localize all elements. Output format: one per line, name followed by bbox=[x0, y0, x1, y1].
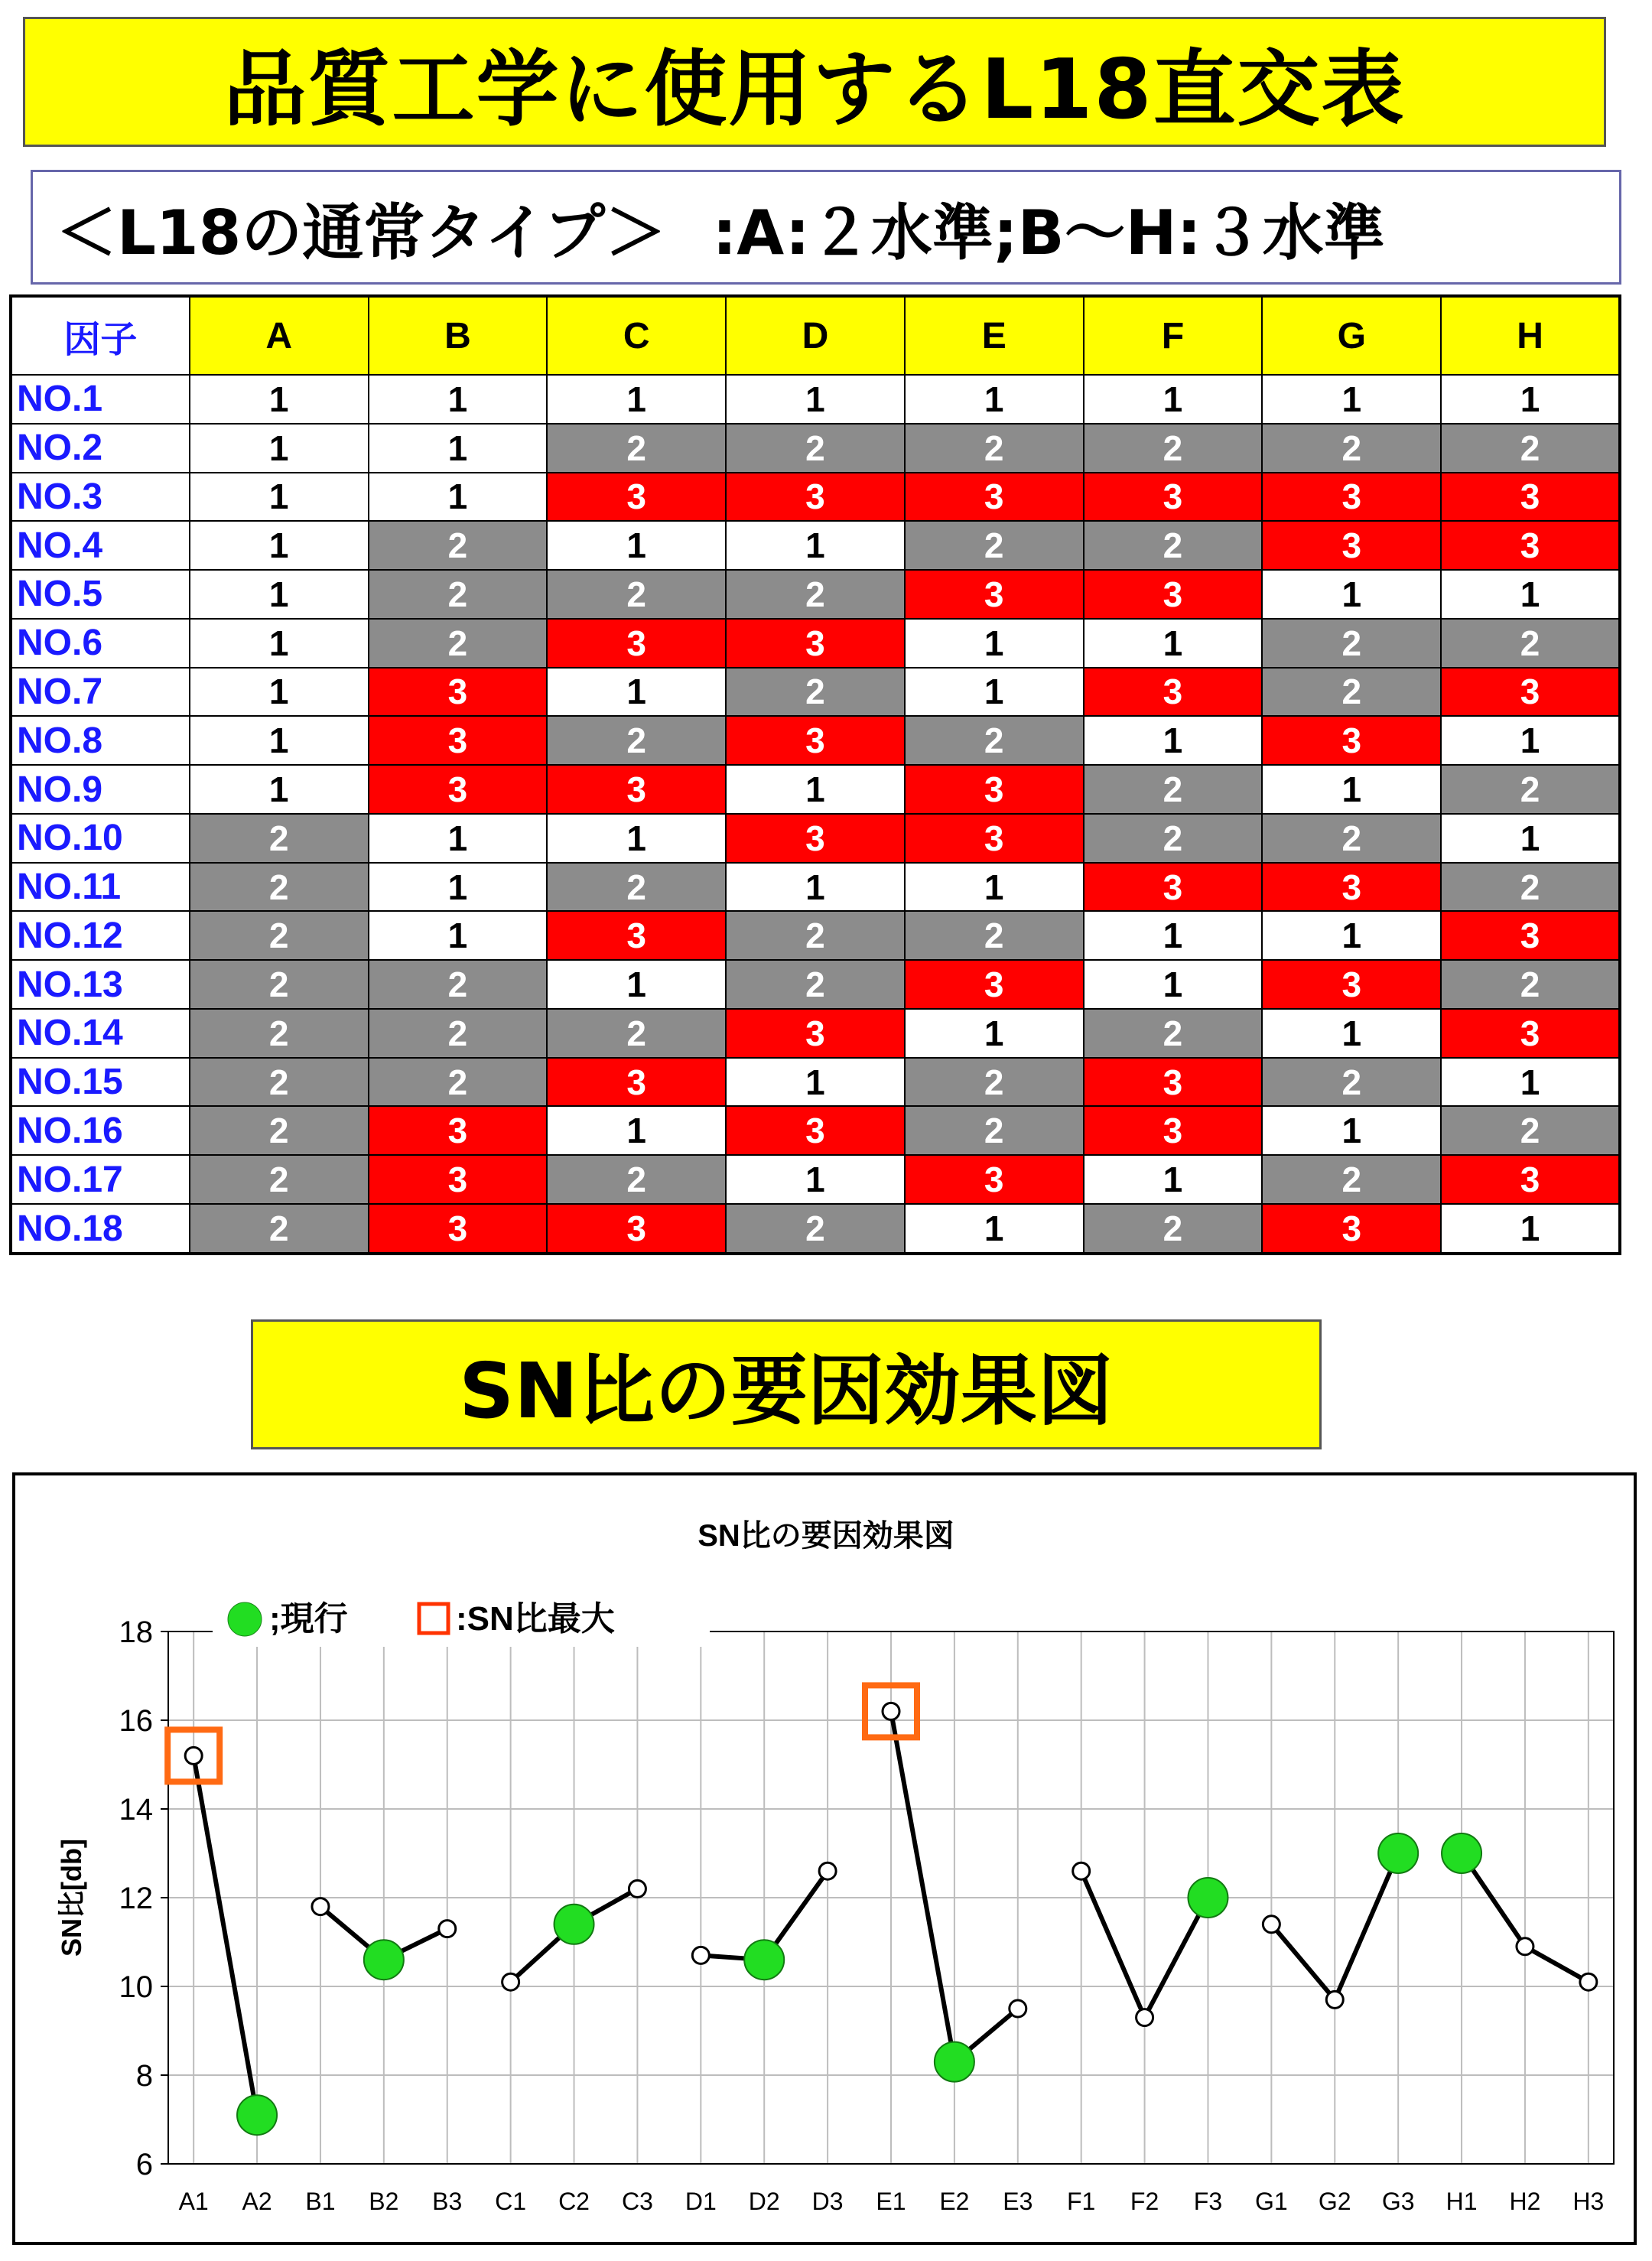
x-tick-label: G3 bbox=[1381, 2188, 1415, 2215]
column-header: A bbox=[190, 296, 369, 375]
column-header: G bbox=[1262, 296, 1441, 375]
x-tick-label: B2 bbox=[369, 2188, 399, 2215]
x-tick-label: F1 bbox=[1067, 2188, 1096, 2215]
level-cell: 2 bbox=[190, 1204, 369, 1254]
level-cell: 1 bbox=[369, 911, 548, 960]
level-cell: 2 bbox=[1441, 765, 1620, 814]
x-tick-label: H3 bbox=[1572, 2188, 1605, 2215]
row-label: NO.14 bbox=[11, 1009, 190, 1058]
level-cell: 2 bbox=[190, 863, 369, 912]
level-cell: 3 bbox=[369, 668, 548, 717]
level-cell: 2 bbox=[726, 1204, 905, 1254]
data-point-e3 bbox=[1010, 2000, 1026, 2017]
x-tick-label: F3 bbox=[1193, 2188, 1223, 2215]
row-label: NO.13 bbox=[11, 960, 190, 1009]
column-header: F bbox=[1084, 296, 1263, 375]
row-label: NO.1 bbox=[11, 375, 190, 424]
level-cell: 1 bbox=[1262, 570, 1441, 619]
table-row bbox=[11, 424, 1620, 473]
chart-title: SN比の要因効果図 bbox=[698, 1519, 954, 1553]
y-tick-label: 14 bbox=[119, 1793, 153, 1827]
data-point-e1 bbox=[883, 1703, 899, 1719]
current-point-d2 bbox=[744, 1940, 784, 1980]
level-cell: 1 bbox=[190, 375, 369, 424]
level-cell: 3 bbox=[1441, 521, 1620, 570]
level-cell: 1 bbox=[190, 473, 369, 522]
data-point-g1 bbox=[1263, 1916, 1280, 1933]
level-cell: 3 bbox=[1441, 1009, 1620, 1058]
level-cell: 1 bbox=[547, 1106, 726, 1155]
page-title: 品質工学に使用するL18直交表 bbox=[23, 17, 1606, 147]
data-point-d3 bbox=[819, 1862, 836, 1879]
level-cell: 2 bbox=[1084, 1009, 1263, 1058]
row-label: NO.4 bbox=[11, 521, 190, 570]
current-point-e2 bbox=[935, 2042, 974, 2082]
level-cell: 3 bbox=[1084, 863, 1263, 912]
level-cell: 2 bbox=[1262, 1155, 1441, 1204]
y-tick-label: 16 bbox=[119, 1704, 153, 1738]
level-cell: 3 bbox=[726, 1009, 905, 1058]
x-tick-label: E3 bbox=[1003, 2188, 1033, 2215]
level-cell: 2 bbox=[1084, 765, 1263, 814]
level-cell: 1 bbox=[1441, 570, 1620, 619]
data-point-h3 bbox=[1580, 1973, 1597, 1990]
x-tick-label: G1 bbox=[1255, 2188, 1288, 2215]
level-cell: 2 bbox=[190, 1155, 369, 1204]
level-cell: 3 bbox=[1084, 570, 1263, 619]
level-cell: 3 bbox=[369, 1204, 548, 1254]
level-cell: 1 bbox=[190, 570, 369, 619]
level-cell: 1 bbox=[190, 619, 369, 668]
level-cell: 2 bbox=[547, 570, 726, 619]
data-point-b3 bbox=[439, 1921, 456, 1937]
level-cell: 2 bbox=[905, 424, 1084, 473]
legend-current-label: ;現行 bbox=[269, 1600, 348, 1638]
data-point-a1 bbox=[185, 1747, 202, 1764]
x-tick-label: D1 bbox=[685, 2188, 717, 2215]
x-tick-label: D2 bbox=[748, 2188, 780, 2215]
table-body bbox=[11, 375, 1620, 1254]
level-cell: 2 bbox=[1084, 521, 1263, 570]
subtitle bbox=[31, 170, 1621, 285]
legend-current-marker bbox=[228, 1602, 262, 1636]
row-label: NO.2 bbox=[11, 424, 190, 473]
l18-orthogonal-table bbox=[9, 294, 1621, 1255]
table-row bbox=[11, 911, 1620, 960]
level-cell: 3 bbox=[1084, 473, 1263, 522]
x-tick-label: H2 bbox=[1509, 2188, 1541, 2215]
current-point-f3 bbox=[1188, 1878, 1228, 1918]
level-cell: 3 bbox=[1262, 473, 1441, 522]
level-cell: 2 bbox=[369, 521, 548, 570]
level-cell: 2 bbox=[1441, 424, 1620, 473]
level-cell: 1 bbox=[369, 473, 548, 522]
level-cell: 2 bbox=[1262, 1058, 1441, 1107]
row-label: NO.3 bbox=[11, 473, 190, 522]
x-tick-label: A1 bbox=[178, 2188, 209, 2215]
chart-svg bbox=[15, 1475, 1634, 2242]
table-row bbox=[11, 375, 1620, 424]
factor-effect-chart bbox=[12, 1472, 1637, 2245]
data-point-f1 bbox=[1073, 1862, 1090, 1879]
level-cell: 3 bbox=[1441, 668, 1620, 717]
level-cell: 2 bbox=[1084, 1204, 1263, 1254]
data-point-c1 bbox=[502, 1973, 519, 1990]
level-cell: 3 bbox=[369, 1106, 548, 1155]
subtitle-levels: :A:２水準;B〜H:３水準 bbox=[712, 197, 1385, 268]
level-cell: 1 bbox=[1262, 375, 1441, 424]
level-cell: 3 bbox=[1084, 1058, 1263, 1107]
level-cell: 1 bbox=[190, 668, 369, 717]
level-cell: 2 bbox=[1262, 424, 1441, 473]
level-cell: 1 bbox=[905, 375, 1084, 424]
level-cell: 1 bbox=[547, 960, 726, 1009]
level-cell: 2 bbox=[547, 1155, 726, 1204]
table-row bbox=[11, 765, 1620, 814]
table-corner-label: 因子 bbox=[11, 296, 190, 375]
level-cell: 2 bbox=[905, 1106, 1084, 1155]
current-point-g3 bbox=[1378, 1833, 1418, 1873]
x-tick-label: E1 bbox=[876, 2188, 906, 2215]
level-cell: 1 bbox=[369, 375, 548, 424]
level-cell: 1 bbox=[726, 1058, 905, 1107]
level-cell: 3 bbox=[1441, 1155, 1620, 1204]
table-row bbox=[11, 1204, 1620, 1254]
level-cell: 2 bbox=[547, 863, 726, 912]
row-label: NO.9 bbox=[11, 765, 190, 814]
row-label: NO.8 bbox=[11, 716, 190, 765]
level-cell: 2 bbox=[905, 911, 1084, 960]
level-cell: 2 bbox=[1084, 814, 1263, 863]
row-label: NO.5 bbox=[11, 570, 190, 619]
level-cell: 2 bbox=[190, 1106, 369, 1155]
level-cell: 2 bbox=[1084, 424, 1263, 473]
level-cell: 3 bbox=[369, 1155, 548, 1204]
level-cell: 3 bbox=[547, 473, 726, 522]
y-tick-label: 10 bbox=[119, 1970, 153, 2004]
row-label: NO.11 bbox=[11, 863, 190, 912]
level-cell: 1 bbox=[1262, 911, 1441, 960]
table-row bbox=[11, 668, 1620, 717]
x-tick-label: C3 bbox=[621, 2188, 653, 2215]
x-tick-label: C2 bbox=[558, 2188, 590, 2215]
level-cell: 2 bbox=[726, 424, 905, 473]
table-row bbox=[11, 1106, 1620, 1155]
level-cell: 3 bbox=[905, 473, 1084, 522]
level-cell: 2 bbox=[1441, 960, 1620, 1009]
level-cell: 2 bbox=[547, 1009, 726, 1058]
table-row bbox=[11, 521, 1620, 570]
level-cell: 1 bbox=[547, 668, 726, 717]
current-point-a2 bbox=[237, 2095, 277, 2135]
level-cell: 2 bbox=[726, 668, 905, 717]
table-row bbox=[11, 1009, 1620, 1058]
x-tick-label: D3 bbox=[811, 2188, 844, 2215]
table-row bbox=[11, 1058, 1620, 1107]
y-tick-label: 6 bbox=[135, 2148, 153, 2181]
level-cell: 3 bbox=[1262, 1204, 1441, 1254]
x-tick-label: B3 bbox=[432, 2188, 463, 2215]
level-cell: 3 bbox=[1084, 668, 1263, 717]
level-cell: 1 bbox=[1084, 960, 1263, 1009]
current-point-b2 bbox=[364, 1940, 404, 1980]
level-cell: 2 bbox=[190, 814, 369, 863]
table-header-row bbox=[11, 296, 1620, 375]
x-tick-label: B1 bbox=[305, 2188, 336, 2215]
level-cell: 1 bbox=[1441, 375, 1620, 424]
level-cell: 2 bbox=[547, 424, 726, 473]
level-cell: 1 bbox=[726, 863, 905, 912]
column-header: D bbox=[726, 296, 905, 375]
level-cell: 1 bbox=[190, 765, 369, 814]
table-row bbox=[11, 960, 1620, 1009]
level-cell: 2 bbox=[190, 960, 369, 1009]
column-header: E bbox=[905, 296, 1084, 375]
row-label: NO.10 bbox=[11, 814, 190, 863]
level-cell: 3 bbox=[905, 960, 1084, 1009]
row-label: NO.6 bbox=[11, 619, 190, 668]
level-cell: 1 bbox=[547, 521, 726, 570]
level-cell: 1 bbox=[369, 424, 548, 473]
y-tick-label: 8 bbox=[135, 2059, 153, 2093]
subtitle-type: ＜L18の通常タイプ＞ bbox=[56, 197, 667, 268]
level-cell: 1 bbox=[1084, 619, 1263, 668]
level-cell: 3 bbox=[547, 619, 726, 668]
level-cell: 2 bbox=[726, 960, 905, 1009]
level-cell: 2 bbox=[905, 521, 1084, 570]
level-cell: 3 bbox=[1084, 1106, 1263, 1155]
level-cell: 1 bbox=[905, 619, 1084, 668]
level-cell: 1 bbox=[369, 863, 548, 912]
level-cell: 2 bbox=[726, 911, 905, 960]
row-label: NO.16 bbox=[11, 1106, 190, 1155]
y-tick-label: 12 bbox=[119, 1882, 153, 1915]
table-row bbox=[11, 570, 1620, 619]
level-cell: 1 bbox=[369, 814, 548, 863]
level-cell: 3 bbox=[726, 716, 905, 765]
level-cell: 1 bbox=[905, 863, 1084, 912]
table-row bbox=[11, 814, 1620, 863]
table-row bbox=[11, 863, 1620, 912]
level-cell: 3 bbox=[1441, 473, 1620, 522]
level-cell: 1 bbox=[547, 814, 726, 863]
level-cell: 1 bbox=[1084, 716, 1263, 765]
level-cell: 1 bbox=[1441, 716, 1620, 765]
column-header: C bbox=[547, 296, 726, 375]
level-cell: 2 bbox=[190, 1009, 369, 1058]
data-point-c3 bbox=[629, 1880, 646, 1897]
level-cell: 1 bbox=[1262, 1106, 1441, 1155]
level-cell: 2 bbox=[1262, 619, 1441, 668]
level-cell: 3 bbox=[1262, 521, 1441, 570]
level-cell: 2 bbox=[1441, 863, 1620, 912]
level-cell: 2 bbox=[1441, 619, 1620, 668]
level-cell: 1 bbox=[1084, 1155, 1263, 1204]
level-cell: 3 bbox=[1262, 716, 1441, 765]
x-tick-label: H1 bbox=[1446, 2188, 1478, 2215]
level-cell: 2 bbox=[547, 716, 726, 765]
level-cell: 1 bbox=[547, 375, 726, 424]
level-cell: 1 bbox=[190, 424, 369, 473]
level-cell: 1 bbox=[726, 765, 905, 814]
row-label: NO.7 bbox=[11, 668, 190, 717]
x-tick-label: A2 bbox=[242, 2188, 272, 2215]
level-cell: 2 bbox=[726, 570, 905, 619]
level-cell: 3 bbox=[905, 765, 1084, 814]
level-cell: 2 bbox=[190, 1058, 369, 1107]
level-cell: 3 bbox=[905, 814, 1084, 863]
row-label: NO.17 bbox=[11, 1155, 190, 1204]
row-label: NO.15 bbox=[11, 1058, 190, 1107]
level-cell: 3 bbox=[726, 814, 905, 863]
level-cell: 2 bbox=[1262, 814, 1441, 863]
table-row bbox=[11, 1155, 1620, 1204]
level-cell: 1 bbox=[726, 521, 905, 570]
level-cell: 1 bbox=[1441, 814, 1620, 863]
level-cell: 2 bbox=[905, 1058, 1084, 1107]
level-cell: 2 bbox=[1262, 668, 1441, 717]
level-cell: 3 bbox=[905, 570, 1084, 619]
table-row bbox=[11, 619, 1620, 668]
level-cell: 3 bbox=[547, 911, 726, 960]
x-tick-label: G2 bbox=[1318, 2188, 1351, 2215]
table-row bbox=[11, 473, 1620, 522]
legend-max-label: :SN比最大 bbox=[456, 1600, 615, 1638]
level-cell: 3 bbox=[547, 1058, 726, 1107]
level-cell: 3 bbox=[1262, 863, 1441, 912]
level-cell: 2 bbox=[369, 1058, 548, 1107]
current-point-c2 bbox=[554, 1905, 594, 1944]
data-point-f2 bbox=[1137, 2009, 1153, 2026]
x-tick-label: C1 bbox=[495, 2188, 527, 2215]
x-tick-label: E2 bbox=[939, 2188, 970, 2215]
level-cell: 3 bbox=[1262, 960, 1441, 1009]
level-cell: 3 bbox=[905, 1155, 1084, 1204]
data-point-h2 bbox=[1517, 1938, 1533, 1955]
column-header: B bbox=[369, 296, 548, 375]
level-cell: 2 bbox=[369, 570, 548, 619]
data-point-d1 bbox=[692, 1947, 709, 1963]
level-cell: 3 bbox=[726, 619, 905, 668]
level-cell: 1 bbox=[1262, 765, 1441, 814]
level-cell: 1 bbox=[726, 375, 905, 424]
level-cell: 1 bbox=[726, 1155, 905, 1204]
level-cell: 2 bbox=[369, 619, 548, 668]
level-cell: 3 bbox=[547, 765, 726, 814]
level-cell: 1 bbox=[905, 1009, 1084, 1058]
level-cell: 3 bbox=[369, 765, 548, 814]
current-point-h1 bbox=[1442, 1833, 1481, 1873]
row-label: NO.12 bbox=[11, 911, 190, 960]
y-tick-label: 18 bbox=[119, 1615, 153, 1649]
level-cell: 3 bbox=[1441, 911, 1620, 960]
level-cell: 2 bbox=[190, 911, 369, 960]
x-tick-label: F2 bbox=[1130, 2188, 1159, 2215]
level-cell: 2 bbox=[905, 716, 1084, 765]
level-cell: 3 bbox=[726, 473, 905, 522]
level-cell: 1 bbox=[1084, 911, 1263, 960]
level-cell: 1 bbox=[1262, 1009, 1441, 1058]
table-row bbox=[11, 716, 1620, 765]
level-cell: 1 bbox=[190, 716, 369, 765]
row-label: NO.18 bbox=[11, 1204, 190, 1254]
sn-section-title: SN比の要因効果図 bbox=[251, 1319, 1322, 1449]
level-cell: 3 bbox=[547, 1204, 726, 1254]
level-cell: 1 bbox=[1084, 375, 1263, 424]
data-point-g2 bbox=[1326, 1991, 1343, 2008]
y-axis-label: SN比[db] bbox=[56, 1839, 87, 1957]
level-cell: 3 bbox=[369, 716, 548, 765]
level-cell: 1 bbox=[1441, 1204, 1620, 1254]
level-cell: 1 bbox=[905, 1204, 1084, 1254]
level-cell: 3 bbox=[726, 1106, 905, 1155]
level-cell: 2 bbox=[369, 960, 548, 1009]
column-header: H bbox=[1441, 296, 1620, 375]
level-cell: 2 bbox=[369, 1009, 548, 1058]
data-point-b1 bbox=[312, 1898, 329, 1915]
level-cell: 1 bbox=[905, 668, 1084, 717]
level-cell: 2 bbox=[1441, 1106, 1620, 1155]
level-cell: 1 bbox=[1441, 1058, 1620, 1107]
level-cell: 1 bbox=[190, 521, 369, 570]
